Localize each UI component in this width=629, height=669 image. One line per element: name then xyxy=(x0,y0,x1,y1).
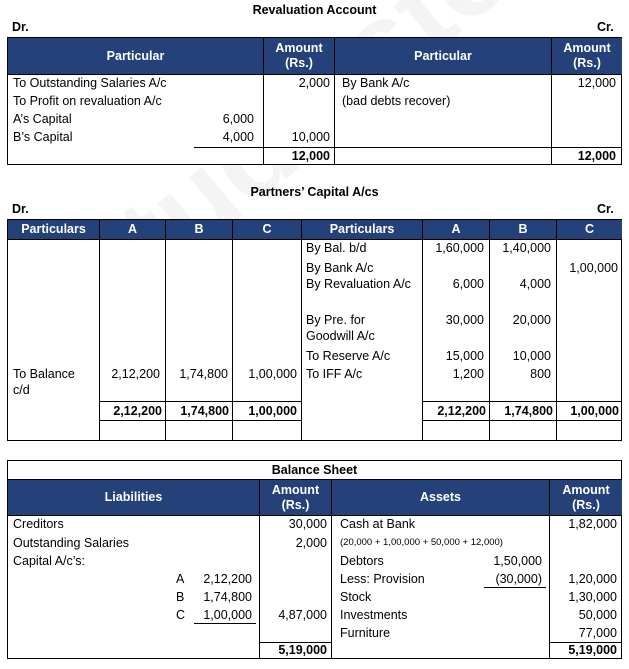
bs-cash-amount: 1,82,000 xyxy=(568,517,617,531)
bs-cash-note: (20,000 + 1,00,000 + 50,000 + 12,000) xyxy=(340,537,503,548)
bs-creditors-label: Creditors xyxy=(13,517,64,531)
capital-right-row-6: To IFF A/c xyxy=(306,367,363,381)
capital-right-row-1: By Bal. b/d xyxy=(306,241,367,255)
bs-header-amount-left: Amount (Rs.) xyxy=(260,480,331,515)
capital-right-row-2: By Bank A/c xyxy=(306,261,374,275)
capital-header-particulars-right: Particulars xyxy=(302,220,422,239)
bs-investments-amount: 50,000 xyxy=(578,608,617,622)
bs-debtors-label: Debtors xyxy=(340,554,384,568)
revaluation-table xyxy=(7,37,622,165)
revaluation-total-left: 12,000 xyxy=(291,149,330,163)
revaluation-header-particular-right: Particular xyxy=(335,38,551,74)
bs-partner-c-value: 1,00,000 xyxy=(203,608,252,622)
capital-header-c-left: C xyxy=(233,220,301,239)
capital-right-row-1-b: 1,40,000 xyxy=(502,241,551,255)
bs-total-left: 5,19,000 xyxy=(278,643,327,657)
bs-partner-c-name: C xyxy=(176,608,186,622)
capital-header-c-right: C xyxy=(557,220,622,239)
capital-right-row-5-a: 15,000 xyxy=(445,349,484,363)
bs-capital-label: Capital A/c’s: xyxy=(13,554,86,568)
capital-table xyxy=(7,219,622,441)
capital-right-row-1-a: 1,60,000 xyxy=(435,241,484,255)
revaluation-right-amount-1: 12,000 xyxy=(577,76,616,90)
capital-title: Partners’ Capital A/cs xyxy=(250,185,379,199)
bs-investments-label: Investments xyxy=(340,608,408,622)
revaluation-left-row-3: A’s Capital xyxy=(13,112,72,126)
bs-furniture-amount: 77,000 xyxy=(578,626,617,640)
capital-right-row-5-b: 10,000 xyxy=(512,349,551,363)
capital-left-balance-c: 1,00,000 xyxy=(248,367,297,381)
capital-header-a-right: A xyxy=(423,220,489,239)
bs-creditors-amount: 30,000 xyxy=(288,517,327,531)
bs-header-assets: Assets xyxy=(332,480,549,515)
revaluation-header-amount-right: Amount (Rs.) xyxy=(552,38,622,74)
bs-stock-amount: 1,30,000 xyxy=(568,590,617,604)
revaluation-total-right: 12,000 xyxy=(577,149,616,163)
bs-debtors-inner: 1,50,000 xyxy=(493,554,542,568)
bs-provision-amount: 1,20,000 xyxy=(568,572,617,586)
revaluation-left-inner-3: 6,000 xyxy=(222,112,254,126)
balance-sheet-title: Balance Sheet xyxy=(271,463,358,477)
capital-right-row-6-b: 800 xyxy=(530,367,551,381)
capital-total-left-b: 1,74,800 xyxy=(180,404,229,418)
bs-provision-label: Less: Provision xyxy=(340,572,425,586)
revaluation-left-amount-4: 10,000 xyxy=(291,130,330,144)
capital-left-balance-a: 2,12,200 xyxy=(111,367,160,381)
revaluation-right-row-2: (bad debts recover) xyxy=(342,94,451,108)
capital-right-row-5: To Reserve A/c xyxy=(306,349,391,363)
revaluation-dr-label: Dr. xyxy=(12,20,29,34)
bs-capital-total: 4,87,000 xyxy=(278,608,327,622)
bs-total-right: 5,19,000 xyxy=(568,643,617,657)
capital-right-row-3-b: 4,000 xyxy=(519,277,551,291)
revaluation-header-amount-left: Amount (Rs.) xyxy=(264,38,334,74)
bs-partner-a-name: A xyxy=(176,572,185,586)
revaluation-right-row-1: By Bank A/c xyxy=(342,76,410,90)
revaluation-left-amount-1: 2,000 xyxy=(298,76,330,90)
capital-dr-label: Dr. xyxy=(12,202,29,216)
capital-left-balance-cd: To Balance c/d xyxy=(13,367,75,397)
revaluation-left-row-4: B’s Capital xyxy=(13,130,73,144)
capital-right-row-3: By Revaluation A/c xyxy=(306,277,411,291)
capital-header-b-left: B xyxy=(166,220,232,239)
capital-header-particulars-left: Particulars xyxy=(8,220,99,239)
capital-right-row-3-a: 6,000 xyxy=(452,277,484,291)
capital-right-row-4-a: 30,000 xyxy=(445,313,484,327)
bs-partner-a-value: 2,12,200 xyxy=(203,572,252,586)
capital-header-a-left: A xyxy=(100,220,165,239)
bs-partner-b-value: 1,74,800 xyxy=(203,590,252,604)
capital-total-right-b: 1,74,800 xyxy=(504,404,553,418)
capital-left-balance-b: 1,74,800 xyxy=(179,367,228,381)
bs-header-amount-right: Amount (Rs.) xyxy=(550,480,622,515)
bs-stock-label: Stock xyxy=(340,590,372,604)
revaluation-left-row-1: To Outstanding Salaries A/c xyxy=(13,76,167,90)
capital-cr-label: Cr. xyxy=(597,202,614,216)
capital-total-left-c: 1,00,000 xyxy=(248,404,297,418)
revaluation-header-particular-left: Particular xyxy=(8,38,263,74)
bs-header-liabilities: Liabilities xyxy=(8,480,259,515)
capital-total-right-a: 2,12,200 xyxy=(437,404,486,418)
capital-right-row-6-a: 1,200 xyxy=(452,367,484,381)
balance-sheet-table xyxy=(7,460,622,659)
capital-right-row-4-b: 20,000 xyxy=(512,313,551,327)
bs-provision-inner: (30,000) xyxy=(495,572,542,586)
revaluation-cr-label: Cr. xyxy=(597,20,614,34)
capital-right-row-4: By Pre. for Goodwill A/c xyxy=(306,313,375,343)
bs-cash-label: Cash at Bank xyxy=(340,517,416,531)
revaluation-left-inner-4: 4,000 xyxy=(222,130,254,144)
capital-total-left-a: 2,12,200 xyxy=(113,404,162,418)
bs-furniture-label: Furniture xyxy=(340,626,391,640)
capital-right-row-2-c: 1,00,000 xyxy=(569,261,618,275)
revaluation-left-row-2: To Profit on revaluation A/c xyxy=(13,94,162,108)
bs-outstanding-amount: 2,000 xyxy=(295,536,327,550)
bs-partner-b-name: B xyxy=(176,590,185,604)
revaluation-title: Revaluation Account xyxy=(252,3,377,17)
capital-total-right-c: 1,00,000 xyxy=(570,404,619,418)
bs-outstanding-label: Outstanding Salaries xyxy=(13,536,130,550)
capital-header-b-right: B xyxy=(490,220,556,239)
